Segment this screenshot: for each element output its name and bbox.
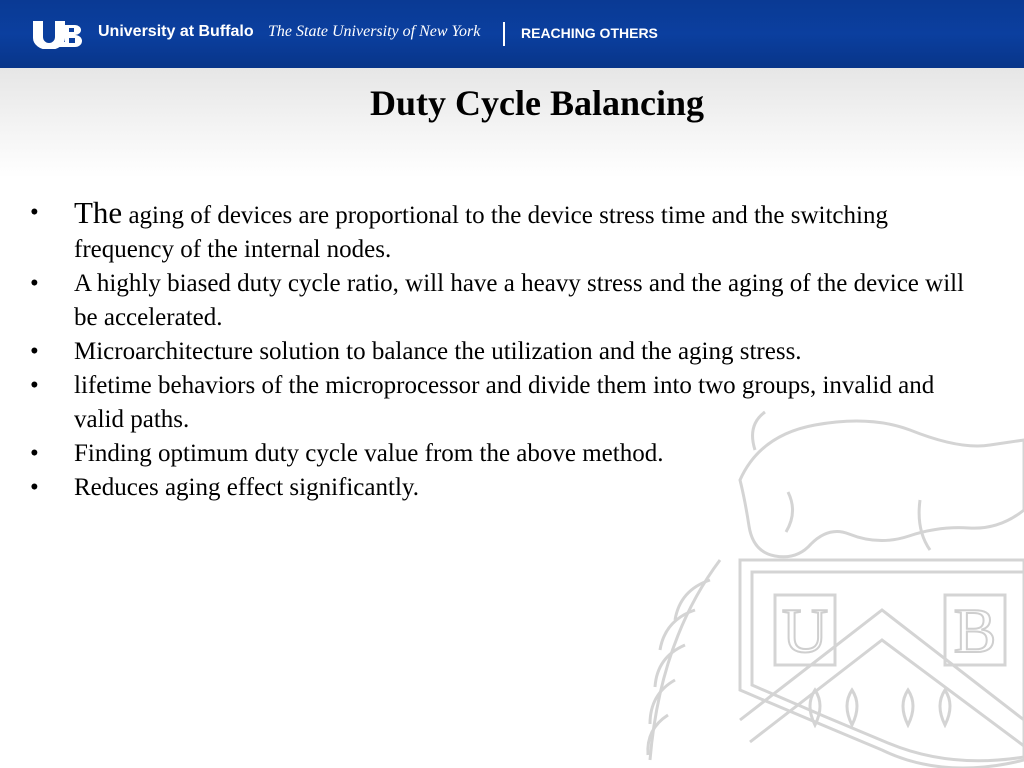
bullet-text: Reduces aging effect significantly. — [74, 474, 420, 501]
bullet-dot: • — [30, 199, 39, 226]
slide-title: Duty Cycle Balancing — [369, 83, 704, 123]
bullet-dot: • — [30, 338, 39, 365]
list-item — [30, 437, 980, 471]
watermark-letter-u: U — [781, 595, 829, 666]
list-item — [30, 267, 980, 335]
bullet-text: A highly biased duty cycle ratio, will have a heavy stress and the aging of the device will be accelerated. — [74, 270, 965, 331]
bullet-dot: • — [30, 372, 39, 399]
header-divider — [503, 22, 505, 46]
bullet-text: aging of devices are proportional to the device stress time and the switching frequency of the internal nodes. — [74, 202, 888, 263]
bullet-list — [30, 196, 980, 505]
suny-name: The State University of New York — [268, 23, 481, 40]
list-item — [30, 369, 980, 437]
bullet-dot: • — [30, 474, 39, 501]
bullet-text: Finding optimum duty cycle value from the above method. — [74, 440, 664, 467]
bullet-lead-word: The — [74, 195, 123, 230]
tagline: REACHING OTHERS — [521, 25, 658, 41]
bullet-dot: • — [30, 440, 39, 467]
bullet-dot: • — [30, 270, 39, 297]
list-item — [30, 196, 980, 267]
watermark-letter-b: B — [953, 595, 997, 666]
bullet-text: Microarchitecture solution to balance the utilization and the aging stress. — [74, 338, 802, 365]
ub-logo-icon — [31, 19, 89, 49]
header-bar — [0, 0, 1024, 68]
list-item — [30, 335, 980, 369]
university-name: University at Buffalo — [98, 23, 254, 40]
list-item — [30, 471, 980, 505]
bullet-text: lifetime behaviors of the microprocessor and divide them into two groups, invalid and valid paths. — [74, 372, 935, 433]
